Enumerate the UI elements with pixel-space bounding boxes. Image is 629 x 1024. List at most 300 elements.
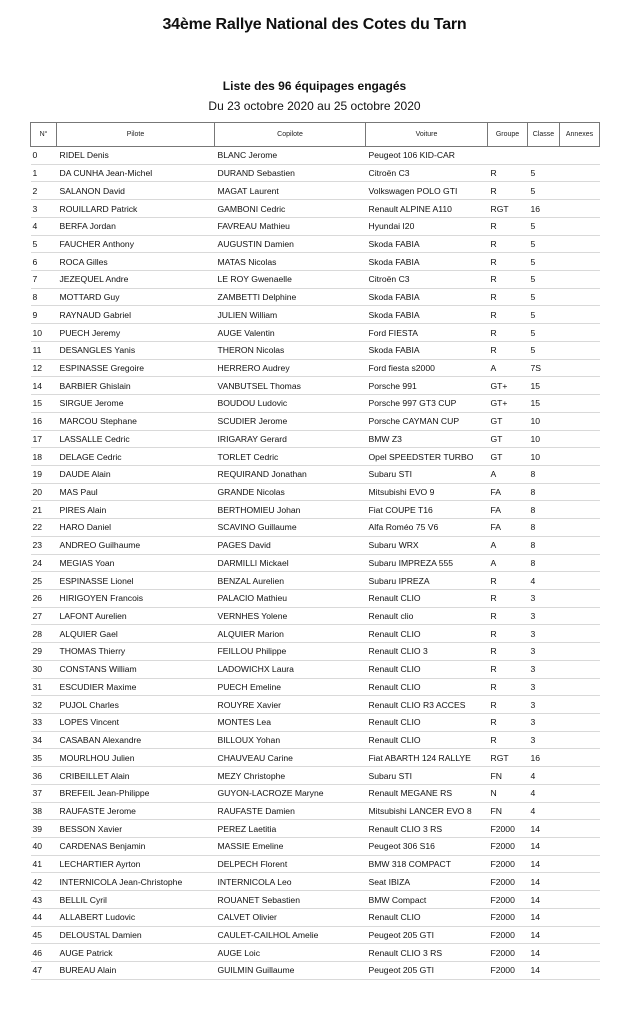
cell-classe: 16 [528, 749, 560, 767]
table-row [31, 696, 600, 714]
cell-classe: 3 [528, 731, 560, 749]
cell-groupe: R [488, 306, 528, 324]
column-header-pilote: Pilote [57, 123, 215, 147]
table-row [31, 820, 600, 838]
cell-copilote: CHAUVEAU Carine [215, 749, 366, 767]
table-header-row [31, 123, 600, 147]
table-row [31, 944, 600, 962]
cell-number: 40 [31, 838, 57, 856]
cell-classe: 14 [528, 908, 560, 926]
cell-pilote: MEGIAS Yoan [57, 554, 215, 572]
cell-groupe: FN [488, 767, 528, 785]
cell-pilote: BERFA Jordan [57, 217, 215, 235]
cell-copilote: INTERNICOLA Leo [215, 873, 366, 891]
table-row [31, 784, 600, 802]
cell-copilote: FEILLOU Philippe [215, 643, 366, 661]
cell-voiture: Fiat ABARTH 124 RALLYE [366, 749, 488, 767]
cell-number: 3 [31, 200, 57, 218]
column-header-groupe: Groupe [488, 123, 528, 147]
cell-pilote: INTERNICOLA Jean-Christophe [57, 873, 215, 891]
cell-voiture: Subaru IPREZA [366, 572, 488, 590]
cell-copilote: AUGE Valentin [215, 324, 366, 342]
cell-annexes [560, 536, 600, 554]
cell-number: 34 [31, 731, 57, 749]
cell-groupe: RGT [488, 749, 528, 767]
cell-voiture: Hyundai I20 [366, 217, 488, 235]
cell-classe: 14 [528, 838, 560, 856]
cell-classe: 15 [528, 377, 560, 395]
table-row [31, 678, 600, 696]
cell-number: 1 [31, 164, 57, 182]
cell-classe: 8 [528, 465, 560, 483]
cell-classe: 10 [528, 448, 560, 466]
table-row [31, 253, 600, 271]
cell-copilote: GUILMIN Guillaume [215, 962, 366, 980]
cell-pilote: RAUFASTE Jerome [57, 802, 215, 820]
cell-classe: 8 [528, 501, 560, 519]
cell-copilote: LADOWICHX Laura [215, 660, 366, 678]
cell-pilote: SIRGUE Jerome [57, 395, 215, 413]
cell-voiture: Renault CLIO R3 ACCES [366, 696, 488, 714]
table-row [31, 589, 600, 607]
cell-pilote: THOMAS Thierry [57, 643, 215, 661]
cell-groupe: R [488, 696, 528, 714]
cell-copilote: AUGUSTIN Damien [215, 235, 366, 253]
cell-annexes [560, 572, 600, 590]
cell-classe [528, 147, 560, 165]
table-row [31, 147, 600, 165]
cell-classe: 5 [528, 217, 560, 235]
cell-classe: 14 [528, 820, 560, 838]
cell-groupe: F2000 [488, 891, 528, 909]
cell-groupe: R [488, 714, 528, 732]
cell-groupe: R [488, 731, 528, 749]
cell-voiture: Renault CLIO [366, 714, 488, 732]
cell-classe: 3 [528, 607, 560, 625]
cell-copilote: GUYON-LACROZE Maryne [215, 784, 366, 802]
column-header-number: N° [31, 123, 57, 147]
cell-pilote: DA CUNHA Jean-Michel [57, 164, 215, 182]
cell-groupe: R [488, 288, 528, 306]
cell-copilote: ALQUIER Marion [215, 625, 366, 643]
cell-annexes [560, 767, 600, 785]
cell-copilote: BILLOUX Yohan [215, 731, 366, 749]
cell-groupe: F2000 [488, 855, 528, 873]
cell-voiture: Fiat COUPE T16 [366, 501, 488, 519]
cell-annexes [560, 749, 600, 767]
cell-number: 4 [31, 217, 57, 235]
cell-voiture: Subaru STI [366, 465, 488, 483]
event-dates: Du 23 octobre 2020 au 25 octobre 2020 [208, 99, 421, 113]
cell-voiture: BMW 318 COMPACT [366, 855, 488, 873]
cell-groupe: R [488, 625, 528, 643]
cell-number: 18 [31, 448, 57, 466]
cell-number: 36 [31, 767, 57, 785]
cell-copilote: BOUDOU Ludovic [215, 395, 366, 413]
cell-voiture: Mitsubishi LANCER EVO 8 [366, 802, 488, 820]
cell-voiture: Renault MEGANE RS [366, 784, 488, 802]
cell-groupe: R [488, 217, 528, 235]
cell-annexes [560, 802, 600, 820]
cell-classe: 8 [528, 483, 560, 501]
cell-voiture: Skoda FABIA [366, 341, 488, 359]
cell-number: 12 [31, 359, 57, 377]
cell-pilote: AUGE Patrick [57, 944, 215, 962]
cell-classe: 4 [528, 784, 560, 802]
cell-groupe: FA [488, 501, 528, 519]
cell-groupe: R [488, 643, 528, 661]
cell-pilote: LECHARTIER Ayrton [57, 855, 215, 873]
cell-copilote: THERON Nicolas [215, 341, 366, 359]
cell-copilote: BLANC Jerome [215, 147, 366, 165]
cell-classe: 8 [528, 519, 560, 537]
cell-annexes [560, 519, 600, 537]
cell-annexes [560, 678, 600, 696]
cell-groupe: R [488, 572, 528, 590]
cell-pilote: BUREAU Alain [57, 962, 215, 980]
cell-pilote: RIDEL Denis [57, 147, 215, 165]
cell-number: 38 [31, 802, 57, 820]
cell-voiture: Renault CLIO [366, 660, 488, 678]
cell-pilote: PIRES Alain [57, 501, 215, 519]
cell-voiture: Porsche 991 [366, 377, 488, 395]
cell-voiture: Renault clio [366, 607, 488, 625]
cell-copilote: FAVREAU Mathieu [215, 217, 366, 235]
cell-annexes [560, 271, 600, 289]
cell-classe: 3 [528, 643, 560, 661]
cell-number: 37 [31, 784, 57, 802]
cell-copilote: IRIGARAY Gerard [215, 430, 366, 448]
cell-number: 5 [31, 235, 57, 253]
cell-copilote: PEREZ Laetitia [215, 820, 366, 838]
cell-copilote: PALACIO Mathieu [215, 589, 366, 607]
cell-voiture: Peugeot 106 KID-CAR [366, 147, 488, 165]
cell-pilote: BREFEIL Jean-Philippe [57, 784, 215, 802]
cell-number: 32 [31, 696, 57, 714]
table-row [31, 749, 600, 767]
cell-pilote: CARDENAS Benjamin [57, 838, 215, 856]
table-row [31, 625, 600, 643]
cell-classe: 3 [528, 660, 560, 678]
cell-voiture: Ford FIESTA [366, 324, 488, 342]
cell-annexes [560, 324, 600, 342]
cell-groupe: F2000 [488, 873, 528, 891]
cell-annexes [560, 430, 600, 448]
cell-voiture: Renault CLIO 3 RS [366, 944, 488, 962]
table-row [31, 519, 600, 537]
cell-annexes [560, 147, 600, 165]
cell-copilote: PUECH Emeline [215, 678, 366, 696]
cell-groupe: R [488, 660, 528, 678]
cell-copilote: ROUYRE Xavier [215, 696, 366, 714]
table-row [31, 448, 600, 466]
cell-annexes [560, 288, 600, 306]
cell-voiture: Skoda FABIA [366, 288, 488, 306]
cell-classe: 4 [528, 802, 560, 820]
table-row [31, 430, 600, 448]
cell-groupe: R [488, 678, 528, 696]
cell-classe: 5 [528, 235, 560, 253]
cell-groupe: FA [488, 519, 528, 537]
cell-classe: 5 [528, 324, 560, 342]
cell-number: 31 [31, 678, 57, 696]
cell-copilote: RAUFASTE Damien [215, 802, 366, 820]
cell-pilote: ROCA Gilles [57, 253, 215, 271]
cell-groupe: F2000 [488, 820, 528, 838]
cell-copilote: MATAS Nicolas [215, 253, 366, 271]
cell-number: 47 [31, 962, 57, 980]
cell-copilote: LE ROY Gwenaelle [215, 271, 366, 289]
table-row [31, 607, 600, 625]
list-subtitle: Liste des 96 équipages engagés [222, 79, 407, 93]
cell-groupe: F2000 [488, 962, 528, 980]
cell-annexes [560, 200, 600, 218]
cell-copilote: MAGAT Laurent [215, 182, 366, 200]
cell-groupe: F2000 [488, 908, 528, 926]
cell-copilote: SCUDIER Jerome [215, 412, 366, 430]
table-row [31, 536, 600, 554]
cell-copilote: CAULET-CAILHOL Amelie [215, 926, 366, 944]
cell-number: 23 [31, 536, 57, 554]
cell-annexes [560, 501, 600, 519]
cell-annexes [560, 962, 600, 980]
cell-annexes [560, 377, 600, 395]
cell-annexes [560, 341, 600, 359]
column-header-annexes: Annexes [560, 123, 600, 147]
cell-number: 29 [31, 643, 57, 661]
cell-number: 41 [31, 855, 57, 873]
cell-voiture: Skoda FABIA [366, 306, 488, 324]
cell-annexes [560, 696, 600, 714]
cell-voiture: Renault CLIO [366, 678, 488, 696]
table-row [31, 838, 600, 856]
cell-annexes [560, 944, 600, 962]
cell-annexes [560, 253, 600, 271]
cell-copilote: REQUIRAND Jonathan [215, 465, 366, 483]
cell-pilote: HIRIGOYEN Francois [57, 589, 215, 607]
cell-copilote: DURAND Sebastien [215, 164, 366, 182]
cell-number: 39 [31, 820, 57, 838]
table-row [31, 377, 600, 395]
cell-annexes [560, 217, 600, 235]
cell-classe: 14 [528, 926, 560, 944]
cell-groupe: A [488, 536, 528, 554]
cell-classe: 3 [528, 714, 560, 732]
cell-copilote: ROUANET Sebastien [215, 891, 366, 909]
cell-voiture: Subaru IMPREZA 555 [366, 554, 488, 572]
cell-voiture: Renault CLIO [366, 731, 488, 749]
cell-annexes [560, 838, 600, 856]
cell-number: 7 [31, 271, 57, 289]
cell-voiture: Peugeot 306 S16 [366, 838, 488, 856]
cell-classe: 3 [528, 625, 560, 643]
cell-number: 45 [31, 926, 57, 944]
cell-voiture: Skoda FABIA [366, 253, 488, 271]
cell-copilote: SCAVINO Guillaume [215, 519, 366, 537]
cell-number: 14 [31, 377, 57, 395]
cell-number: 0 [31, 147, 57, 165]
cell-groupe: A [488, 554, 528, 572]
cell-pilote: BESSON Xavier [57, 820, 215, 838]
cell-voiture: Ford fiesta s2000 [366, 359, 488, 377]
cell-number: 9 [31, 306, 57, 324]
cell-voiture: Renault CLIO [366, 625, 488, 643]
table-row [31, 395, 600, 413]
cell-pilote: MOURLHOU Julien [57, 749, 215, 767]
cell-groupe: R [488, 589, 528, 607]
table-row [31, 572, 600, 590]
cell-annexes [560, 483, 600, 501]
cell-copilote: MONTES Lea [215, 714, 366, 732]
cell-classe: 16 [528, 200, 560, 218]
cell-copilote: CALVET Olivier [215, 908, 366, 926]
cell-annexes [560, 164, 600, 182]
table-row [31, 412, 600, 430]
cell-annexes [560, 660, 600, 678]
cell-annexes [560, 412, 600, 430]
cell-classe: 3 [528, 678, 560, 696]
table-row [31, 164, 600, 182]
table-row [31, 324, 600, 342]
cell-copilote: BERTHOMIEU Johan [215, 501, 366, 519]
cell-pilote: ESPINASSE Gregoire [57, 359, 215, 377]
cell-annexes [560, 643, 600, 661]
cell-pilote: FAUCHER Anthony [57, 235, 215, 253]
table-row [31, 643, 600, 661]
cell-copilote: ZAMBETTI Delphine [215, 288, 366, 306]
cell-pilote: MARCOU Stephane [57, 412, 215, 430]
cell-voiture: Opel SPEEDSTER TURBO [366, 448, 488, 466]
column-header-copilote: Copilote [215, 123, 366, 147]
cell-pilote: LASSALLE Cedric [57, 430, 215, 448]
cell-copilote: GAMBONI Cedric [215, 200, 366, 218]
cell-groupe: A [488, 359, 528, 377]
cell-voiture: Porsche CAYMAN CUP [366, 412, 488, 430]
cell-voiture: Seat IBIZA [366, 873, 488, 891]
table-row [31, 465, 600, 483]
cell-copilote: PAGES David [215, 536, 366, 554]
table-row [31, 359, 600, 377]
cell-pilote: DELOUSTAL Damien [57, 926, 215, 944]
cell-classe: 5 [528, 253, 560, 271]
cell-annexes [560, 873, 600, 891]
cell-groupe: FA [488, 483, 528, 501]
cell-pilote: MOTTARD Guy [57, 288, 215, 306]
cell-number: 42 [31, 873, 57, 891]
cell-classe: 5 [528, 341, 560, 359]
cell-pilote: LOPES Vincent [57, 714, 215, 732]
cell-annexes [560, 820, 600, 838]
cell-copilote: HERRERO Audrey [215, 359, 366, 377]
cell-groupe: R [488, 324, 528, 342]
cell-voiture: BMW Compact [366, 891, 488, 909]
cell-pilote: JEZEQUEL Andre [57, 271, 215, 289]
cell-copilote: BENZAL Aurelien [215, 572, 366, 590]
cell-groupe: R [488, 341, 528, 359]
cell-groupe: RGT [488, 200, 528, 218]
cell-pilote: CASABAN Alexandre [57, 731, 215, 749]
cell-classe: 4 [528, 767, 560, 785]
cell-classe: 5 [528, 271, 560, 289]
cell-copilote: AUGE Loic [215, 944, 366, 962]
cell-copilote: JULIEN William [215, 306, 366, 324]
cell-pilote: CRIBEILLET Alain [57, 767, 215, 785]
cell-classe: 10 [528, 412, 560, 430]
cell-voiture: Peugeot 205 GTI [366, 926, 488, 944]
table-row [31, 554, 600, 572]
table-row [31, 217, 600, 235]
table-row [31, 501, 600, 519]
cell-groupe: GT+ [488, 377, 528, 395]
table-row [31, 200, 600, 218]
table-row [31, 767, 600, 785]
cell-pilote: DESANGLES Yanis [57, 341, 215, 359]
cell-annexes [560, 891, 600, 909]
cell-groupe: A [488, 465, 528, 483]
table-row [31, 855, 600, 873]
cell-annexes [560, 589, 600, 607]
table-row [31, 714, 600, 732]
cell-annexes [560, 908, 600, 926]
cell-pilote: DELAGE Cedric [57, 448, 215, 466]
table-row [31, 660, 600, 678]
table-row [31, 182, 600, 200]
cell-groupe: GT [488, 448, 528, 466]
cell-number: 8 [31, 288, 57, 306]
cell-number: 15 [31, 395, 57, 413]
cell-voiture: Renault CLIO 3 RS [366, 820, 488, 838]
cell-annexes [560, 359, 600, 377]
cell-classe: 5 [528, 288, 560, 306]
table-row [31, 962, 600, 980]
cell-annexes [560, 554, 600, 572]
cell-annexes [560, 465, 600, 483]
cell-voiture: Renault CLIO 3 [366, 643, 488, 661]
cell-copilote: DELPECH Florent [215, 855, 366, 873]
cell-groupe: N [488, 784, 528, 802]
cell-copilote: GRANDE Nicolas [215, 483, 366, 501]
cell-classe: 10 [528, 430, 560, 448]
cell-classe: 5 [528, 182, 560, 200]
table-body [31, 147, 600, 980]
cell-annexes [560, 607, 600, 625]
cell-pilote: BARBIER Ghislain [57, 377, 215, 395]
cell-pilote: ALLABERT Ludovic [57, 908, 215, 926]
cell-annexes [560, 731, 600, 749]
cell-pilote: ESPINASSE Lionel [57, 572, 215, 590]
cell-groupe: F2000 [488, 926, 528, 944]
cell-number: 17 [31, 430, 57, 448]
table-row [31, 483, 600, 501]
cell-number: 19 [31, 465, 57, 483]
cell-pilote: HARO Daniel [57, 519, 215, 537]
cell-classe: 7S [528, 359, 560, 377]
cell-copilote: DARMILLI Mickael [215, 554, 366, 572]
cell-number: 35 [31, 749, 57, 767]
cell-number: 33 [31, 714, 57, 732]
cell-pilote: SALANON David [57, 182, 215, 200]
cell-annexes [560, 448, 600, 466]
cell-groupe: R [488, 607, 528, 625]
cell-pilote: LAFONT Aurelien [57, 607, 215, 625]
cell-number: 46 [31, 944, 57, 962]
cell-pilote: PUJOL Charles [57, 696, 215, 714]
cell-groupe: GT [488, 412, 528, 430]
cell-copilote: VERNHES Yolene [215, 607, 366, 625]
cell-voiture: Renault CLIO [366, 589, 488, 607]
cell-classe: 4 [528, 572, 560, 590]
cell-number: 2 [31, 182, 57, 200]
